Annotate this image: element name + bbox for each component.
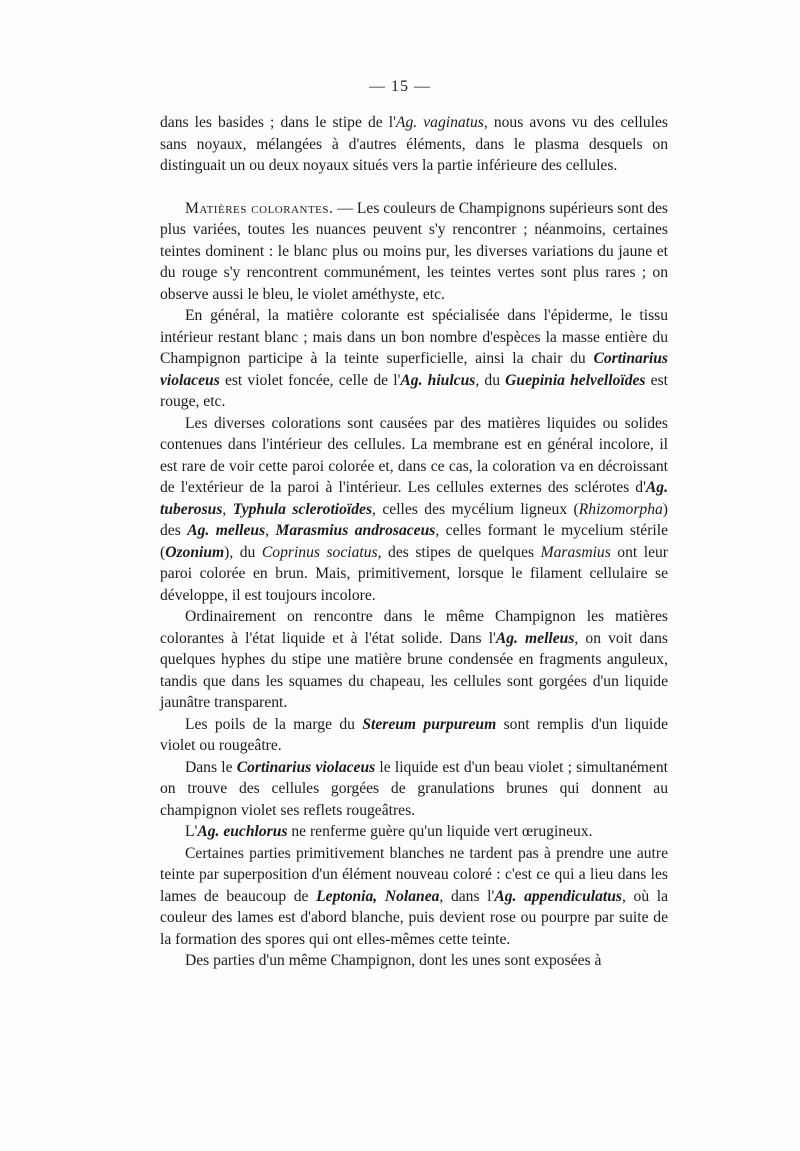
paragraph-matieres-colorantes: Matières colorantes. — Les couleurs de Champignons supérieurs sont des plus variées, toutes les nuances peuvent s'y rencontrer ; néanmoins, certaines teintes dominent : le blanc plus ou moins pur, les diverses variations du jaune et du rouge s'y rencontrent communément, les teintes vertes sont plus rares ; on observe aussi le bleu, le violet améthyste, etc. bbox=[160, 199, 668, 303]
paragraph-epiderme: En général, la matière colorante est spécialisée dans l'épiderme, le tissu intérieur restant blanc ; mais dans un bon nombre d'espèces la masse entière du Champignon participe à la teinte superficielle, ainsi la chair du Cortinarius violaceus est violet foncée, celle de l'Ag. hiulcus, du Guepinia helvelloïdes est rouge, etc. bbox=[160, 307, 668, 410]
paragraph-etat-liquide-solide: Ordinairement on rencontre dans le même Champignon les matières colorantes à l'état liquide et à l'état solide. Dans l'Ag. melleus, on voit dans quelques hyphes du stipe une matière brune condensée en fragments anguleux, tandis que dans les squames du chapeau, les cellules sont gorgées d'un liquide jaunâtre transparent. bbox=[160, 608, 668, 711]
paragraph-superposition: Certaines parties primitivement blanches ne tardent pas à prendre une autre teinte par superposition d'un élément nouveau coloré : c'est ce qui a lieu dans les lames de beaucoup de Leptonia, Nolanea, dans l'Ag. appendiculatus, où la couleur des lames est d'abord blanche, puis devient rose ou pourpre par suite de la formation des spores qui ont elles-mêmes cette teinte. bbox=[160, 844, 669, 948]
page-number: — 15 — bbox=[369, 78, 431, 95]
paragraph-cortinarius: Dans le Cortinarius violaceus le liquide est d'un beau violet ; simultanément on trouve des cellules gorgées de granulations brunes qui donnent au champignon violet ses reflets rougeâtres. bbox=[160, 758, 668, 819]
paragraph-exposees: Des parties d'un même Champignon, dont les unes sont exposées à bbox=[185, 952, 602, 969]
page-body bbox=[160, 112, 668, 972]
paragraph-euchlorus: L'Ag. euchlorus ne renferme guère qu'un liquide vert œrugineux. bbox=[185, 823, 593, 840]
paragraph-stereum: Les poils de la marge du Stereum purpureum sont remplis d'un liquide violet ou rougeâtre. bbox=[160, 715, 668, 754]
section-heading: Matières colorantes. bbox=[185, 199, 334, 217]
paragraph-colorations: Les diverses colorations sont causées par des matières liquides ou solides contenues dans l'intérieur des cellules. La membrane est en général incolore, il est rare de voir cette paroi colorée et, dans ce cas, la coloration va en décroissant de l'extérieur de la paroi à l'intérieur. Les cellules externes des sclérotes d'Ag. tuberosus, Typhula sclerotioïdes, celles des mycélium ligneux (Rhizomorpha) des Ag. melleus, Marasmius androsaceus, celles formant le mycelium stérile (Ozonium), du Coprinus sociatus, des stipes de quelques Marasmius ont leur paroi colorée en brun. Mais, primitivement, lorsque le filament cellulaire se développe, il est toujours incolore. bbox=[160, 414, 669, 604]
paragraph-basides: dans les basides ; dans le stipe de l'Ag. vaginatus, nous avons vu des cellules sans noyaux, mélangées à d'autres éléments, dans le plasma desquels on distinguait un ou deux noyaux situés vers la partie inférieure des cellules. bbox=[160, 114, 668, 174]
